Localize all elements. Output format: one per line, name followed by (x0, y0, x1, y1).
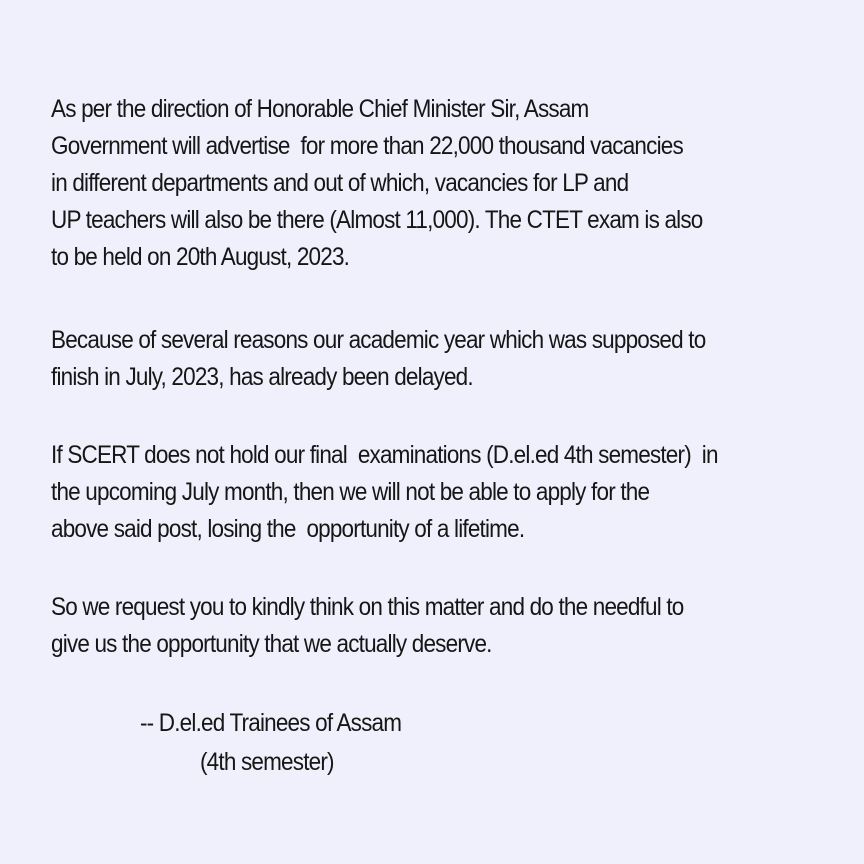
text-line: If SCERT does not hold our final examinations (D.el.ed 4th semester) in (51, 441, 718, 469)
text-line: give us the opportunity that we actually deserve. (51, 630, 492, 658)
signature-semester (200, 744, 349, 781)
paragraph-direction-of-chief-minister (51, 91, 775, 276)
text-line: Because of several reasons our academic year which was supposed to (51, 326, 706, 354)
text-line: the upcoming July month, then we will not be able to apply for the (51, 478, 650, 506)
text-line: to be held on 20th August, 2023. (51, 243, 350, 271)
text-line: above said post, losing the opportunity of a lifetime. (51, 515, 525, 543)
text-line: As per the direction of Honorable Chief Minister Sir, Assam (51, 95, 589, 123)
paragraph-scert-examinations (51, 437, 792, 548)
paragraph-academic-year-delay (51, 322, 778, 396)
text-line: Government will advertise for more than 22,000 thousand vacancies (51, 132, 683, 160)
text-line: finish in July, 2023, has already been delayed. (51, 363, 473, 391)
text-line: UP teachers will also be there (Almost 11,000). The CTET exam is also (51, 206, 703, 234)
text-line: So we request you to kindly think on this matter and do the needful to (51, 593, 684, 621)
paragraph-request (51, 589, 754, 663)
signature-name (140, 705, 430, 742)
text-line: in different departments and out of which, vacancies for LP and (51, 169, 629, 197)
signature-line: (4th semester) (200, 748, 334, 776)
signature-line: -- D.el.ed Trainees of Assam (140, 709, 402, 737)
